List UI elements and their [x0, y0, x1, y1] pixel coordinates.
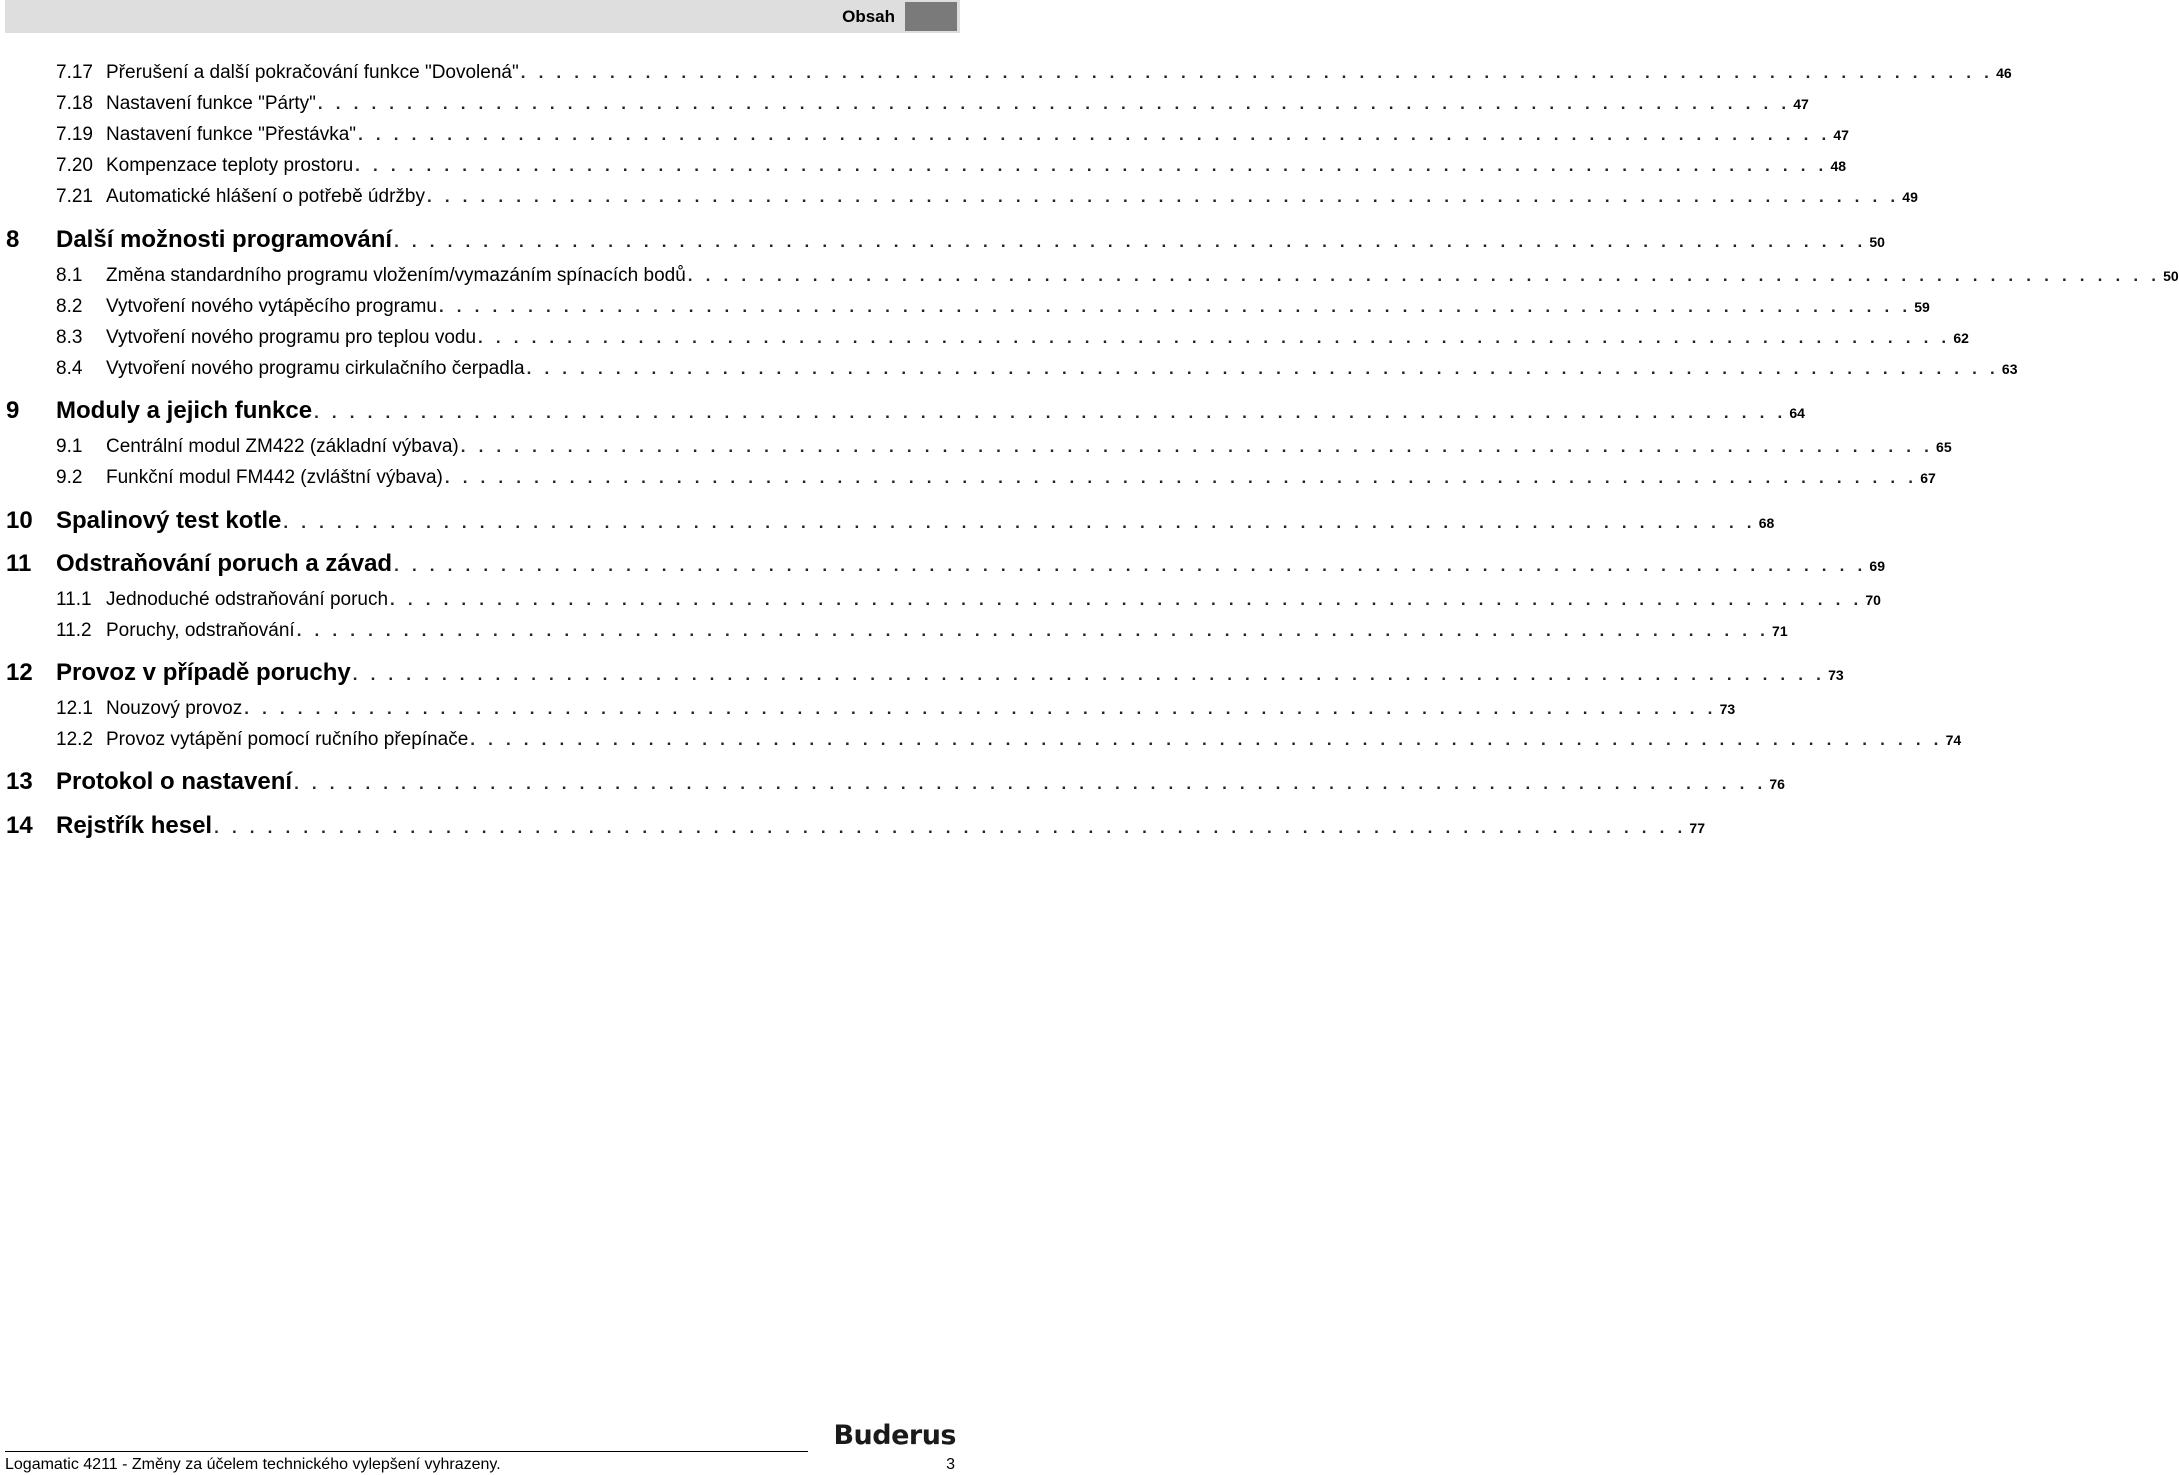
toc-chapter-entry[interactable] [6, 768, 1785, 796]
toc-title: Vytvoření nového programu pro teplou vodu [106, 327, 477, 348]
toc-page-number: 69 [1869, 558, 1885, 574]
toc-page-number: 50 [1869, 234, 1885, 250]
toc-number: 12 [6, 659, 33, 686]
toc-leader-dots: . . . . . . . . . . . . . . . . . . . . . . . . . . . . . . . . . . . . . . . . . . . . . . . . . . . . . . . . . . . . . . . . . . . . . . . . . . . . . . . . . . . [460, 437, 1934, 456]
footer-rule [5, 1451, 808, 1452]
toc-title: Odstraňování poruch a závad [56, 550, 393, 577]
footer-text: Logamatic 4211 - Změny za účelem technického vylepšení vyhrazeny. [5, 1456, 501, 1473]
toc-title: Přerušení a další pokračování funkce "Dovolená" [106, 62, 519, 83]
toc-leader-dots: . . . . . . . . . . . . . . . . . . . . . . . . . . . . . . . . . . . . . . . . . . . . . . . . . . . . . . . . . . . . . . . . . . . . . . . . . . . . . . . . . . . [478, 328, 1951, 347]
toc-page-number: 48 [1830, 158, 1847, 174]
toc-page-number: 63 [2001, 361, 2018, 377]
toc-entry[interactable] [6, 620, 1788, 642]
toc-leader-dots: . . . . . . . . . . . . . . . . . . . . . . . . . . . . . . . . . . . . . . . . . . . . . . . . . . . . . . . . . . . . . . . . . . . . . . . . . . . . . . . . . . . [317, 94, 1791, 113]
toc-entry[interactable] [6, 265, 2179, 287]
toc-chapter-entry[interactable] [6, 397, 1805, 425]
toc-title: Provoz vytápění pomocí ručního přepínače [106, 729, 469, 750]
header-bar [5, 0, 960, 33]
toc-page-number: 68 [1758, 515, 1775, 531]
toc-entry[interactable] [6, 327, 1969, 349]
toc-number: 12.2 [56, 729, 93, 750]
toc-title: Poruchy, odstraňování [106, 620, 295, 641]
toc-page-number: 62 [1953, 330, 1969, 346]
toc-page-number: 73 [1719, 701, 1736, 717]
page-number: 3 [946, 1456, 955, 1473]
toc-title: Automatické hlášení o potřebě údržby [106, 186, 425, 207]
toc-number: 11.1 [56, 589, 92, 610]
toc-chapter-entry[interactable] [6, 226, 1885, 254]
toc-number: 11 [6, 550, 32, 577]
toc-leader-dots: . . . . . . . . . . . . . . . . . . . . . . . . . . . . . . . . . . . . . . . . . . . . . . . . . . . . . . . . . . . . . . . . . . . . . . . . . . . . . . . . . . . [355, 156, 1828, 175]
toc-page-number: 59 [1914, 299, 1930, 315]
toc-leader-dots: . . . . . . . . . . . . . . . . . . . . . . . . . . . . . . . . . . . . . . . . . . . . . . . . . . . . . . . . . . . . . . . . . . . . . . . . . . . . . . . . . . . [438, 297, 1912, 316]
toc-number: 7.21 [56, 186, 93, 207]
toc-title: Protokol o nastavení [56, 768, 293, 795]
toc-title: Nouzový provoz [106, 698, 243, 719]
toc-entry[interactable] [6, 124, 1849, 146]
toc-leader-dots: . . . . . . . . . . . . . . . . . . . . . . . . . . . . . . . . . . . . . . . . . . . . . . . . . . . . . . . . . . . . . . . . . . . . . . . . . . . . . . . . . . . [394, 556, 1867, 575]
toc-number: 7.18 [56, 93, 93, 114]
toc-entry[interactable] [6, 589, 1881, 611]
toc-leader-dots: . . . . . . . . . . . . . . . . . . . . . . . . . . . . . . . . . . . . . . . . . . . . . . . . . . . . . . . . . . . . . . . . . . . . . . . . . . . . . . . . . . . [526, 359, 1999, 378]
toc-title: Nastavení funkce "Přestávka" [106, 124, 357, 145]
toc-number: 9 [6, 397, 20, 424]
toc-number: 9.1 [56, 436, 83, 457]
toc-leader-dots: . . . . . . . . . . . . . . . . . . . . . . . . . . . . . . . . . . . . . . . . . . . . . . . . . . . . . . . . . . . . . . . . . . . . . . . . . . . . . . . . . . . [687, 266, 2161, 285]
toc-entry[interactable] [6, 62, 2012, 84]
toc-number: 7.17 [56, 62, 93, 83]
toc-title: Změna standardního programu vložením/vymazáním spínacích bodů [106, 265, 686, 286]
toc-leader-dots: . . . . . . . . . . . . . . . . . . . . . . . . . . . . . . . . . . . . . . . . . . . . . . . . . . . . . . . . . . . . . . . . . . . . . . . . . . . . . . . . . . . [244, 699, 1717, 718]
toc-title: Kompenzace teploty prostoru [106, 155, 354, 176]
toc-number: 8.4 [56, 358, 83, 379]
toc-entry[interactable] [6, 296, 1930, 318]
toc-entry[interactable] [6, 729, 1962, 751]
toc-chapter-entry[interactable] [6, 659, 1844, 687]
toc-title: Vytvoření nového programu cirkulačního čerpadla [106, 358, 525, 379]
toc-number: 7.20 [56, 155, 93, 176]
toc-title: Vytvoření nového vytápěcího programu [106, 296, 437, 317]
toc-page-number: 46 [1996, 65, 2012, 81]
toc-page-number: 49 [1902, 189, 1918, 205]
toc-number: 8 [6, 226, 20, 253]
toc-chapter-entry[interactable] [6, 550, 1885, 578]
toc-page-number: 74 [1945, 732, 1962, 748]
toc-entry[interactable] [6, 93, 1809, 115]
toc-page-number: 47 [1793, 96, 1809, 112]
toc-entry[interactable] [6, 186, 1918, 208]
toc-leader-dots: . . . . . . . . . . . . . . . . . . . . . . . . . . . . . . . . . . . . . . . . . . . . . . . . . . . . . . . . . . . . . . . . . . . . . . . . . . . . . . . . . . . [390, 590, 1863, 609]
toc-leader-dots: . . . . . . . . . . . . . . . . . . . . . . . . . . . . . . . . . . . . . . . . . . . . . . . . . . . . . . . . . . . . . . . . . . . . . . . . . . . . . . . . . . . [520, 63, 1994, 82]
toc-title: Další možnosti programování [56, 226, 393, 253]
toc-leader-dots: . . . . . . . . . . . . . . . . . . . . . . . . . . . . . . . . . . . . . . . . . . . . . . . . . . . . . . . . . . . . . . . . . . . . . . . . . . . . . . . . . . . [470, 730, 1943, 749]
brand-logo: Buderus [833, 1420, 956, 1451]
toc-chapter-entry[interactable] [6, 812, 1705, 840]
toc-title: Moduly a jejich funkce [56, 397, 313, 424]
toc-leader-dots: . . . . . . . . . . . . . . . . . . . . . . . . . . . . . . . . . . . . . . . . . . . . . . . . . . . . . . . . . . . . . . . . . . . . . . . . . . . . . . . . . . . [314, 403, 1787, 422]
toc-number: 11.2 [56, 620, 92, 641]
toc-leader-dots: . . . . . . . . . . . . . . . . . . . . . . . . . . . . . . . . . . . . . . . . . . . . . . . . . . . . . . . . . . . . . . . . . . . . . . . . . . . . . . . . . . . [294, 774, 1767, 793]
toc-page-number: 50 [2163, 268, 2179, 284]
toc-entry[interactable] [6, 358, 2018, 380]
toc-number: 10 [6, 507, 33, 534]
toc-page-number: 64 [1789, 405, 1805, 421]
toc-page-number: 65 [1936, 439, 1952, 455]
section-title: Obsah [842, 7, 895, 26]
toc-leader-dots: . . . . . . . . . . . . . . . . . . . . . . . . . . . . . . . . . . . . . . . . . . . . . . . . . . . . . . . . . . . . . . . . . . . . . . . . . . . . . . . . . . . [296, 621, 1770, 640]
toc-page-number: 47 [1833, 127, 1849, 143]
toc-number: 14 [6, 812, 33, 839]
toc-leader-dots: . . . . . . . . . . . . . . . . . . . . . . . . . . . . . . . . . . . . . . . . . . . . . . . . . . . . . . . . . . . . . . . . . . . . . . . . . . . . . . . . . . . [352, 665, 1826, 684]
toc-page-number: 77 [1689, 820, 1705, 836]
toc-leader-dots: . . . . . . . . . . . . . . . . . . . . . . . . . . . . . . . . . . . . . . . . . . . . . . . . . . . . . . . . . . . . . . . . . . . . . . . . . . . . . . . . . . . [214, 818, 1687, 837]
toc-title: Funkční modul FM442 (zvláštní výbava) [106, 467, 443, 488]
toc-leader-dots: . . . . . . . . . . . . . . . . . . . . . . . . . . . . . . . . . . . . . . . . . . . . . . . . . . . . . . . . . . . . . . . . . . . . . . . . . . . . . . . . . . . [426, 187, 1900, 206]
toc-page-number: 73 [1828, 667, 1844, 683]
toc-leader-dots: . . . . . . . . . . . . . . . . . . . . . . . . . . . . . . . . . . . . . . . . . . . . . . . . . . . . . . . . . . . . . . . . . . . . . . . . . . . . . . . . . . . [283, 513, 1756, 532]
toc-number: 12.1 [56, 698, 93, 719]
toc-page-number: 71 [1772, 623, 1788, 639]
toc-number: 13 [6, 768, 33, 795]
toc-entry[interactable] [6, 698, 1736, 720]
toc-number: 9.2 [56, 467, 83, 488]
toc-entry[interactable] [6, 467, 1936, 489]
toc-number: 8.1 [56, 265, 83, 286]
toc-page-number: 76 [1769, 776, 1785, 792]
toc-leader-dots: . . . . . . . . . . . . . . . . . . . . . . . . . . . . . . . . . . . . . . . . . . . . . . . . . . . . . . . . . . . . . . . . . . . . . . . . . . . . . . . . . . . [358, 125, 1831, 144]
toc-page-number: 67 [1920, 470, 1936, 486]
toc-entry[interactable] [6, 155, 1847, 177]
toc-page-number: 70 [1865, 592, 1881, 608]
toc-entry[interactable] [6, 436, 1952, 458]
toc-number: 7.19 [56, 124, 93, 145]
toc-title: Centrální modul ZM422 (základní výbava) [106, 436, 459, 457]
toc-title: Provoz v případě poruchy [56, 659, 351, 686]
toc-title: Jednoduché odstraňování poruch [106, 589, 389, 610]
toc-title: Nastavení funkce "Párty" [106, 93, 316, 114]
toc-number: 8.2 [56, 296, 83, 317]
toc-leader-dots: . . . . . . . . . . . . . . . . . . . . . . . . . . . . . . . . . . . . . . . . . . . . . . . . . . . . . . . . . . . . . . . . . . . . . . . . . . . . . . . . . . . [394, 232, 1867, 251]
toc-title: Rejstřík hesel [56, 812, 213, 839]
toc-leader-dots: . . . . . . . . . . . . . . . . . . . . . . . . . . . . . . . . . . . . . . . . . . . . . . . . . . . . . . . . . . . . . . . . . . . . . . . . . . . . . . . . . . . [444, 468, 1918, 487]
toc-number: 8.3 [56, 327, 83, 348]
toc-chapter-entry[interactable] [6, 507, 1775, 535]
toc-title: Spalinový test kotle [56, 507, 282, 534]
header-tab-marker [905, 2, 957, 31]
